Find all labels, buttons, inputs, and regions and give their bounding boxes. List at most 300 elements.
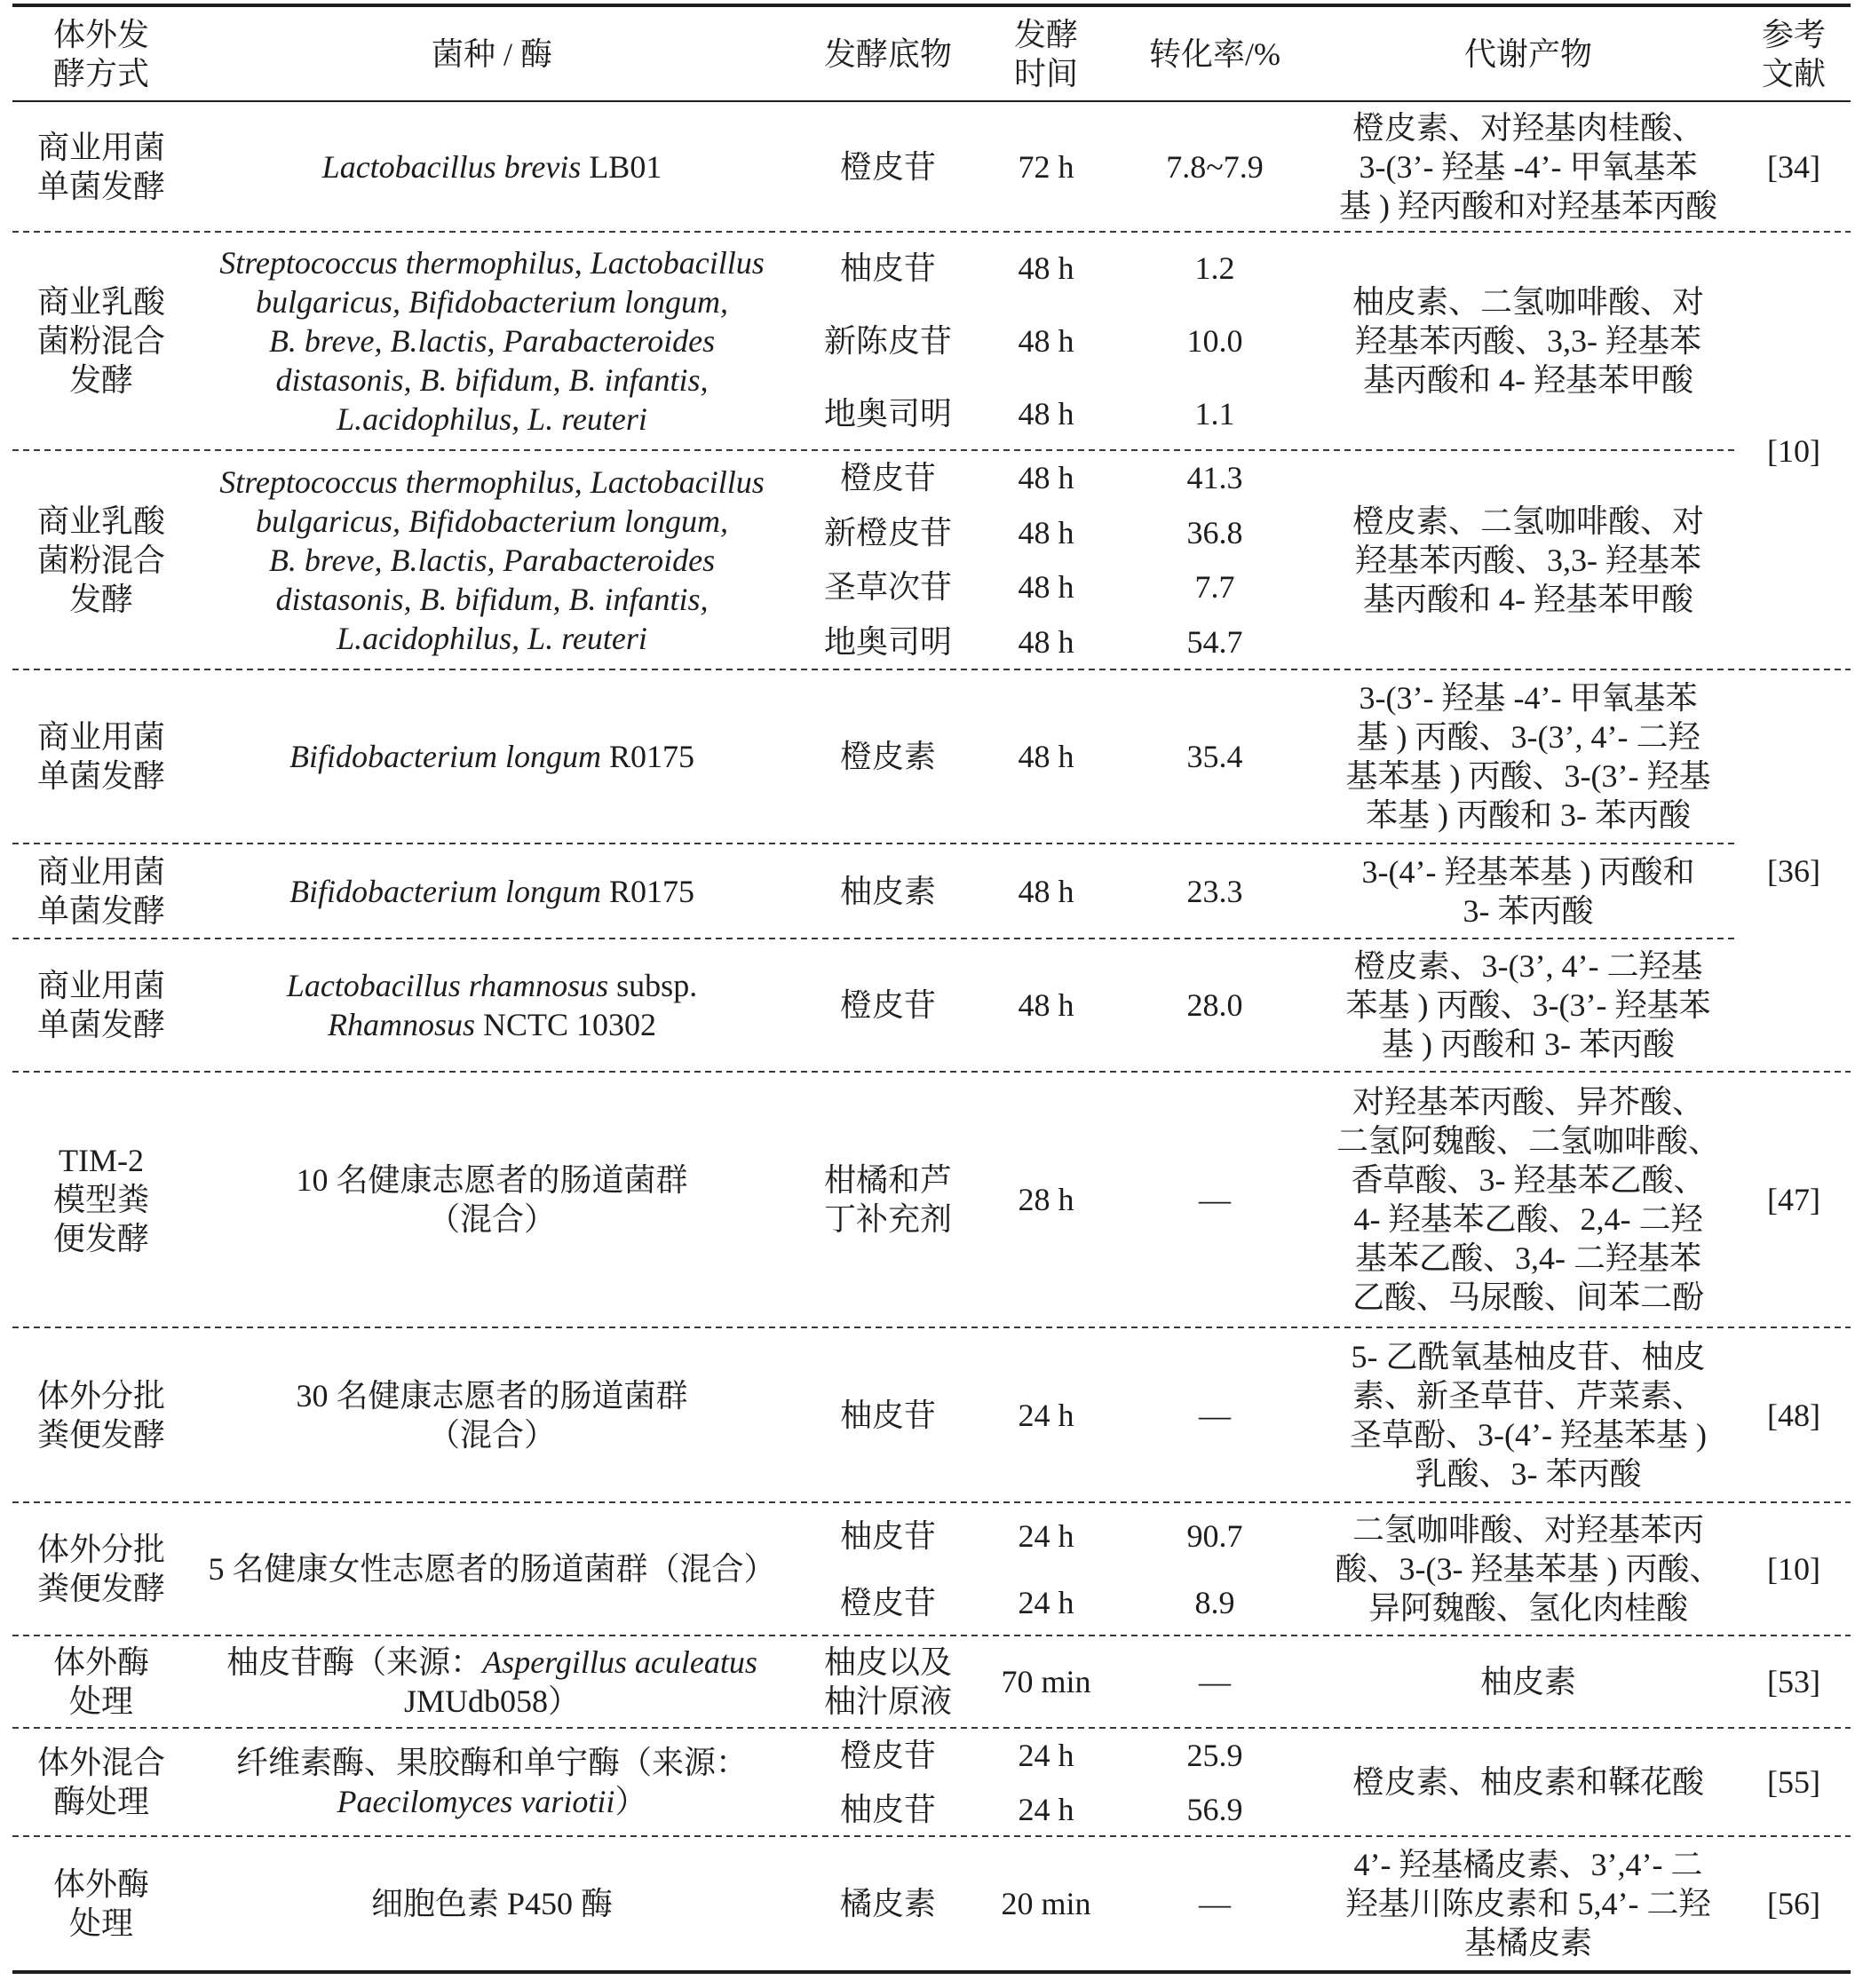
row-divider bbox=[12, 669, 1851, 670]
time-entry bbox=[982, 1636, 1110, 1728]
metabolite-text: 4’- 羟基橘皮素、3’,4’- 二 bbox=[1353, 1846, 1703, 1882]
time-text: 28 h bbox=[1018, 1182, 1074, 1217]
substrate-cell bbox=[794, 1636, 982, 1728]
header-metabolites bbox=[1320, 7, 1737, 100]
substrate-entry bbox=[794, 1728, 982, 1782]
time-text: 24 h bbox=[1018, 1791, 1074, 1827]
method-cell bbox=[12, 1502, 190, 1636]
organism-cell bbox=[190, 1728, 794, 1836]
organism-line bbox=[226, 1643, 757, 1682]
substrate-cell bbox=[794, 1728, 982, 1836]
substrate-text: 橙皮苷 bbox=[839, 1584, 936, 1620]
method-text: 便发酵 bbox=[52, 1221, 149, 1256]
text-segment: NCTC 10302 bbox=[475, 1007, 657, 1042]
header-text: 转化率/% bbox=[1149, 36, 1280, 72]
rate-entry bbox=[1110, 669, 1320, 844]
method-text: 酶处理 bbox=[52, 1784, 149, 1819]
metabolite-text: 异阿魏酸、氢化肉桂酸 bbox=[1368, 1590, 1688, 1626]
metabolite-text: 基丙酸和 4- 羟基苯甲酸 bbox=[1363, 362, 1693, 398]
substrate-text: 柚皮以及 bbox=[823, 1644, 952, 1680]
substrate-entry bbox=[794, 1502, 982, 1569]
substrate-cell bbox=[794, 1502, 982, 1636]
substrate-entry bbox=[794, 560, 982, 615]
reference-text: [56] bbox=[1767, 1885, 1820, 1921]
time-entry bbox=[982, 939, 1110, 1072]
metabolites-cell bbox=[1320, 1836, 1737, 1970]
substrate-cell bbox=[794, 1836, 982, 1970]
rate-text: 8.9 bbox=[1194, 1584, 1235, 1620]
method-text: 商业乳酸 bbox=[36, 503, 165, 539]
time-entry bbox=[982, 450, 1110, 505]
time-entry bbox=[982, 1327, 1110, 1502]
text-segment: 纤维素酶、果胶酶和单宁酶（来源： bbox=[235, 1745, 748, 1780]
method-text: 粪便发酵 bbox=[36, 1416, 165, 1453]
substrate-text: 橙皮苷 bbox=[839, 1737, 936, 1773]
organism-line bbox=[256, 282, 728, 321]
substrate-text: 橙皮苷 bbox=[839, 148, 936, 185]
metabolite-text: 羟基苯丙酸、3,3- 羟基苯 bbox=[1355, 323, 1701, 359]
metabolite-text: 乳酸、3- 苯丙酸 bbox=[1415, 1455, 1642, 1492]
rate-entry bbox=[1110, 939, 1320, 1072]
conversion-rate-cell bbox=[1110, 1502, 1320, 1636]
method-text: 商业用菌 bbox=[36, 719, 165, 755]
reference-cell bbox=[1737, 1836, 1851, 1970]
organism-line bbox=[289, 737, 694, 776]
species-name: Lactobacillus rhamnosus bbox=[286, 968, 609, 1003]
metabolite-text: 橙皮素、对羟基肉桂酸、 bbox=[1352, 109, 1704, 146]
substrate-entry bbox=[794, 377, 982, 450]
rate-entry bbox=[1110, 614, 1320, 669]
metabolite-text: 橙皮素、二氢咖啡酸、对 bbox=[1352, 503, 1704, 539]
organism-line bbox=[296, 1376, 687, 1415]
organism-line bbox=[322, 147, 662, 186]
metabolite-text: 基苯基 ) 丙酸、3-(3’- 羟基 bbox=[1345, 758, 1711, 794]
header-text: 时间 bbox=[1013, 55, 1078, 91]
row-divider bbox=[12, 231, 1851, 233]
conversion-rate-cell bbox=[1110, 1728, 1320, 1836]
organism-line bbox=[275, 580, 708, 619]
metabolites-cell bbox=[1320, 1502, 1737, 1636]
substrate-cell bbox=[794, 844, 982, 939]
time-text: 48 h bbox=[1018, 396, 1074, 432]
species-name: Aspergillus aculeatus bbox=[482, 1644, 757, 1680]
text-segment: JMUdb058） bbox=[403, 1683, 581, 1719]
substrate-entry bbox=[794, 450, 982, 505]
rate-text: — bbox=[1199, 1664, 1231, 1699]
substrate-entry bbox=[794, 939, 982, 1072]
time-cell bbox=[982, 939, 1110, 1072]
metabolite-text: 基橘皮素 bbox=[1463, 1924, 1592, 1960]
time-entry bbox=[982, 669, 1110, 844]
rate-text: 10.0 bbox=[1186, 323, 1243, 359]
organism-line bbox=[289, 872, 694, 911]
substrate-text: 柚皮苷 bbox=[839, 250, 936, 286]
conversion-rate-cell bbox=[1110, 450, 1320, 669]
organism-line bbox=[428, 1200, 556, 1239]
substrate-entry bbox=[794, 614, 982, 669]
time-cell bbox=[982, 1636, 1110, 1728]
header-text: 菌种 / 酶 bbox=[431, 36, 552, 72]
method-text: 商业乳酸 bbox=[36, 284, 165, 320]
time-entry bbox=[982, 1836, 1110, 1970]
method-text: 发酵 bbox=[68, 581, 133, 617]
method-text: 菌粉混合 bbox=[36, 323, 165, 359]
rate-entry bbox=[1110, 1502, 1320, 1569]
organism-line bbox=[208, 1549, 775, 1588]
metabolite-text: 3- 苯丙酸 bbox=[1463, 892, 1594, 929]
time-entry bbox=[982, 1569, 1110, 1636]
substrate-entry bbox=[794, 305, 982, 377]
time-cell bbox=[982, 450, 1110, 669]
reference-cell bbox=[1737, 1072, 1851, 1327]
time-entry bbox=[982, 1728, 1110, 1782]
substrate-text: 新橙皮苷 bbox=[823, 514, 952, 550]
rate-entry bbox=[1110, 1836, 1320, 1970]
substrate-text: 橙皮苷 bbox=[839, 459, 936, 495]
header-references bbox=[1737, 7, 1851, 100]
organism-line bbox=[337, 1782, 647, 1821]
reference-text: [10] bbox=[1767, 432, 1820, 469]
organism-cell bbox=[190, 232, 794, 450]
row-divider bbox=[12, 1501, 1851, 1503]
metabolite-text: 柚皮素、二氢咖啡酸、对 bbox=[1352, 284, 1704, 320]
substrate-text: 橙皮苷 bbox=[839, 987, 936, 1023]
time-cell bbox=[982, 1072, 1110, 1327]
organism-cell bbox=[190, 1836, 794, 1970]
method-text: 单菌发酵 bbox=[36, 758, 165, 794]
row-divider bbox=[12, 1327, 1851, 1328]
time-cell bbox=[982, 232, 1110, 450]
time-entry bbox=[982, 844, 1110, 939]
metabolites-cell bbox=[1320, 1327, 1737, 1502]
rate-text: 36.8 bbox=[1186, 514, 1243, 550]
reference-text: [10] bbox=[1767, 1551, 1820, 1587]
method-text: 处理 bbox=[68, 1683, 133, 1719]
substrate-text: 地奥司明 bbox=[823, 396, 952, 432]
method-text: 发酵 bbox=[68, 362, 133, 398]
reference-cell bbox=[1737, 669, 1851, 1072]
text-segment: subsp. bbox=[608, 968, 698, 1003]
species-name: distasonis, B. bifidum, B. infantis, bbox=[275, 362, 709, 398]
substrate-text: 柑橘和芦 bbox=[823, 1162, 952, 1198]
header-substrate bbox=[794, 7, 982, 100]
method-text: 粪便发酵 bbox=[36, 1571, 165, 1606]
substrate-entry bbox=[794, 1782, 982, 1836]
organism-line bbox=[287, 966, 697, 1005]
method-cell bbox=[12, 1072, 190, 1327]
metabolite-text: 5- 乙酰氧基柚皮苷、柚皮 bbox=[1351, 1338, 1706, 1374]
time-cell bbox=[982, 1836, 1110, 1970]
bottom-rule bbox=[12, 1970, 1851, 1974]
species-name: B. breve, B.lactis, Parabacteroides bbox=[268, 323, 716, 359]
metabolite-text: 基 ) 丙酸和 3- 苯丙酸 bbox=[1382, 1026, 1675, 1062]
rate-entry bbox=[1110, 232, 1320, 305]
method-text: 处理 bbox=[68, 1905, 133, 1941]
species-name: Streptococcus thermophilus, Lactobacillus bbox=[219, 245, 765, 281]
time-text: 70 min bbox=[1001, 1664, 1091, 1699]
conversion-rate-cell bbox=[1110, 232, 1320, 450]
rate-text: 35.4 bbox=[1186, 739, 1243, 774]
organism-line bbox=[256, 502, 728, 541]
substrate-cell bbox=[794, 939, 982, 1072]
row-divider bbox=[12, 1071, 1851, 1073]
species-name: Bifidobacterium longum bbox=[289, 873, 601, 909]
method-cell bbox=[12, 232, 190, 450]
time-text: 24 h bbox=[1018, 1737, 1074, 1773]
rate-text: 56.9 bbox=[1186, 1791, 1243, 1827]
rate-entry bbox=[1110, 377, 1320, 450]
rate-text: 7.7 bbox=[1194, 569, 1235, 606]
rate-text: 7.8~7.9 bbox=[1166, 148, 1264, 185]
organism-line bbox=[236, 1743, 748, 1782]
time-entry bbox=[982, 1782, 1110, 1836]
header-fermentation-method bbox=[12, 7, 190, 100]
rate-entry bbox=[1110, 1072, 1320, 1327]
organism-cell bbox=[190, 1072, 794, 1327]
text-segment: R0175 bbox=[600, 873, 694, 909]
reference-text: [48] bbox=[1767, 1397, 1820, 1433]
metabolites-cell bbox=[1320, 450, 1737, 669]
metabolites-cell bbox=[1320, 844, 1737, 939]
substrate-text: 柚皮素 bbox=[839, 873, 936, 909]
method-text: TIM-2 bbox=[59, 1143, 144, 1178]
organism-line bbox=[337, 619, 647, 658]
method-cell bbox=[12, 1636, 190, 1728]
metabolites-cell bbox=[1320, 1636, 1737, 1728]
method-cell bbox=[12, 669, 190, 844]
organism-cell bbox=[190, 101, 794, 232]
organism-line bbox=[328, 1005, 656, 1044]
text-segment: LB01 bbox=[581, 148, 662, 185]
row-divider bbox=[12, 449, 1737, 451]
rate-entry bbox=[1110, 505, 1320, 560]
header-text: 发酵底物 bbox=[823, 36, 952, 72]
metabolite-text: 3-(3’- 羟基 -4’- 甲氧基苯 bbox=[1359, 680, 1698, 716]
rate-text: — bbox=[1199, 1182, 1231, 1217]
row-divider bbox=[12, 1635, 1851, 1636]
time-cell bbox=[982, 1728, 1110, 1836]
text-segment: （混合） bbox=[427, 1201, 556, 1237]
rate-text: — bbox=[1199, 1885, 1231, 1921]
rate-entry bbox=[1110, 1636, 1320, 1728]
metabolites-cell bbox=[1320, 101, 1737, 232]
metabolite-text: 酸、3-(3- 羟基苯基 ) 丙酸、 bbox=[1335, 1551, 1722, 1587]
text-segment: 30 名健康志愿者的肠道菌群 bbox=[296, 1377, 688, 1414]
species-name: Bifidobacterium longum bbox=[289, 739, 601, 774]
reference-cell bbox=[1737, 1636, 1851, 1728]
method-cell bbox=[12, 844, 190, 939]
reference-text: [34] bbox=[1767, 148, 1820, 185]
species-name: L.acidophilus, L. reuteri bbox=[337, 620, 647, 656]
organism-cell bbox=[190, 1502, 794, 1636]
metabolite-text: 羟基苯丙酸、3,3- 羟基苯 bbox=[1355, 542, 1701, 578]
method-text: 模型粪 bbox=[52, 1182, 149, 1217]
text-segment: （混合） bbox=[427, 1416, 556, 1453]
organism-cell bbox=[190, 669, 794, 844]
header-rule bbox=[12, 100, 1851, 102]
metabolite-text: 圣草酚、3-(4’- 羟基苯基 ) bbox=[1350, 1416, 1707, 1453]
reference-text: [53] bbox=[1767, 1664, 1820, 1699]
reference-cell bbox=[1737, 232, 1851, 669]
substrate-entry bbox=[794, 1636, 982, 1728]
substrate-entry bbox=[794, 1569, 982, 1636]
organism-line bbox=[337, 400, 647, 439]
metabolite-text: 苯基 ) 丙酸、3-(3’- 羟基苯 bbox=[1345, 987, 1711, 1023]
reference-cell bbox=[1737, 1502, 1851, 1636]
text-segment: R0175 bbox=[600, 739, 694, 774]
metabolite-text: 基苯乙酸、3,4- 二羟基苯 bbox=[1355, 1240, 1701, 1276]
organism-line bbox=[219, 243, 765, 282]
conversion-rate-cell bbox=[1110, 101, 1320, 232]
conversion-rate-cell bbox=[1110, 1072, 1320, 1327]
time-cell bbox=[982, 1327, 1110, 1502]
header-text: 代谢产物 bbox=[1463, 36, 1592, 72]
substrate-entry bbox=[794, 101, 982, 232]
metabolites-cell bbox=[1320, 939, 1737, 1072]
time-text: 48 h bbox=[1018, 739, 1074, 774]
substrate-text: 新陈皮苷 bbox=[823, 323, 952, 359]
time-cell bbox=[982, 844, 1110, 939]
conversion-rate-cell bbox=[1110, 844, 1320, 939]
substrate-text: 柚皮苷 bbox=[839, 1397, 936, 1433]
species-name: Rhamnosus bbox=[327, 1007, 475, 1042]
organism-cell bbox=[190, 939, 794, 1072]
header-text: 文献 bbox=[1761, 55, 1826, 91]
substrate-entry bbox=[794, 1072, 982, 1327]
substrate-text: 柚汁原液 bbox=[823, 1683, 952, 1719]
reference-text: [36] bbox=[1767, 852, 1820, 889]
substrate-cell bbox=[794, 232, 982, 450]
method-text: 菌粉混合 bbox=[36, 542, 165, 578]
metabolite-text: 对羟基苯丙酸、异芥酸、 bbox=[1352, 1084, 1704, 1120]
method-cell bbox=[12, 1836, 190, 1970]
text-segment: ） bbox=[614, 1784, 647, 1819]
organism-line bbox=[275, 360, 708, 400]
metabolite-text: 4- 羟基苯乙酸、2,4- 二羟 bbox=[1353, 1201, 1703, 1237]
time-text: 48 h bbox=[1018, 323, 1074, 359]
rate-text: 90.7 bbox=[1186, 1517, 1243, 1554]
metabolite-text: 橙皮素、柚皮素和鞣花酸 bbox=[1352, 1764, 1704, 1800]
metabolite-text: 羟基川陈皮素和 5,4’- 二羟 bbox=[1345, 1885, 1711, 1921]
rate-entry bbox=[1110, 1327, 1320, 1502]
metabolites-cell bbox=[1320, 232, 1737, 450]
text-segment: 10 名健康志愿者的肠道菌群 bbox=[296, 1162, 688, 1198]
rate-entry bbox=[1110, 1782, 1320, 1836]
substrate-cell bbox=[794, 450, 982, 669]
method-cell bbox=[12, 939, 190, 1072]
method-text: 体外酶 bbox=[52, 1644, 149, 1680]
rate-text: 25.9 bbox=[1186, 1737, 1243, 1773]
rate-text: 54.7 bbox=[1186, 624, 1243, 661]
organism-line bbox=[296, 1160, 687, 1200]
organism-cell bbox=[190, 450, 794, 669]
substrate-text: 橘皮素 bbox=[839, 1885, 936, 1921]
text-segment: 细胞色素 P450 酶 bbox=[370, 1885, 614, 1921]
substrate-text: 圣草次苷 bbox=[823, 569, 952, 606]
row-divider bbox=[12, 938, 1737, 939]
header-conversion-rate bbox=[1110, 7, 1320, 100]
top-rule bbox=[12, 4, 1851, 7]
substrate-entry bbox=[794, 669, 982, 844]
rate-text: 28.0 bbox=[1186, 987, 1243, 1023]
substrate-text: 地奥司明 bbox=[823, 624, 952, 661]
substrate-entry bbox=[794, 1836, 982, 1970]
organism-line bbox=[219, 463, 765, 502]
rate-entry bbox=[1110, 305, 1320, 377]
time-text: 48 h bbox=[1018, 514, 1074, 550]
reference-cell bbox=[1737, 1728, 1851, 1836]
method-cell bbox=[12, 1728, 190, 1836]
metabolite-text: 3-(3’- 羟基 -4’- 甲氧基苯 bbox=[1359, 148, 1698, 185]
substrate-cell bbox=[794, 101, 982, 232]
text-segment: 5 名健康女性志愿者的肠道菌群（混合） bbox=[208, 1551, 776, 1587]
time-entry bbox=[982, 1072, 1110, 1327]
metabolite-text: 香草酸、3- 羟基苯乙酸、 bbox=[1351, 1162, 1706, 1198]
reference-cell bbox=[1737, 101, 1851, 232]
substrate-entry bbox=[794, 1327, 982, 1502]
time-cell bbox=[982, 101, 1110, 232]
metabolite-text: 基 ) 羟丙酸和对羟基苯丙酸 bbox=[1339, 187, 1717, 224]
method-cell bbox=[12, 101, 190, 232]
time-entry bbox=[982, 1502, 1110, 1569]
substrate-text: 柚皮苷 bbox=[839, 1791, 936, 1827]
rate-entry bbox=[1110, 560, 1320, 615]
substrate-cell bbox=[794, 1072, 982, 1327]
time-entry bbox=[982, 377, 1110, 450]
metabolite-text: 乙酸、马尿酸、间苯二酚 bbox=[1352, 1279, 1704, 1315]
reference-cell bbox=[1737, 1327, 1851, 1502]
time-text: 24 h bbox=[1018, 1397, 1074, 1433]
metabolites-cell bbox=[1320, 1072, 1737, 1327]
metabolites-cell bbox=[1320, 669, 1737, 844]
substrate-text: 橙皮素 bbox=[839, 739, 936, 774]
header-text: 发酵 bbox=[1013, 16, 1078, 52]
metabolite-text: 二氢咖啡酸、对羟基苯丙 bbox=[1352, 1512, 1704, 1548]
method-text: 商业用菌 bbox=[36, 853, 165, 890]
header-fermentation-time bbox=[982, 7, 1110, 100]
time-cell bbox=[982, 669, 1110, 844]
metabolite-text: 3-(4’- 羟基苯基 ) 丙酸和 bbox=[1361, 853, 1695, 890]
species-name: L.acidophilus, L. reuteri bbox=[337, 401, 647, 437]
row-divider bbox=[12, 1835, 1851, 1837]
time-entry bbox=[982, 560, 1110, 615]
substrate-cell bbox=[794, 1327, 982, 1502]
organism-line bbox=[371, 1884, 613, 1923]
species-name: bulgaricus, Bifidobacterium longum, bbox=[256, 503, 728, 539]
time-text: 48 h bbox=[1018, 873, 1074, 909]
species-name: Paecilomyces variotii bbox=[337, 1784, 615, 1819]
time-text: 48 h bbox=[1018, 459, 1074, 495]
organism-line bbox=[428, 1415, 556, 1454]
organism-line bbox=[269, 321, 715, 360]
conversion-rate-cell bbox=[1110, 1636, 1320, 1728]
rate-entry bbox=[1110, 844, 1320, 939]
time-text: 48 h bbox=[1018, 569, 1074, 606]
rate-text: 41.3 bbox=[1186, 459, 1243, 495]
rate-text: 1.2 bbox=[1194, 250, 1235, 286]
species-name: B. breve, B.lactis, Parabacteroides bbox=[268, 542, 716, 578]
organism-line bbox=[269, 541, 715, 580]
metabolite-text: 基 ) 丙酸、3-(3’, 4’- 二羟 bbox=[1356, 719, 1700, 755]
method-text: 体外分批 bbox=[36, 1532, 165, 1567]
substrate-text: 柚皮苷 bbox=[839, 1517, 936, 1554]
method-text: 单菌发酵 bbox=[36, 1007, 165, 1042]
reference-text: [47] bbox=[1767, 1182, 1820, 1217]
time-text: 20 min bbox=[1001, 1885, 1091, 1921]
substrate-cell bbox=[794, 669, 982, 844]
rate-entry bbox=[1110, 450, 1320, 505]
header-text: 体外发 bbox=[52, 16, 149, 52]
